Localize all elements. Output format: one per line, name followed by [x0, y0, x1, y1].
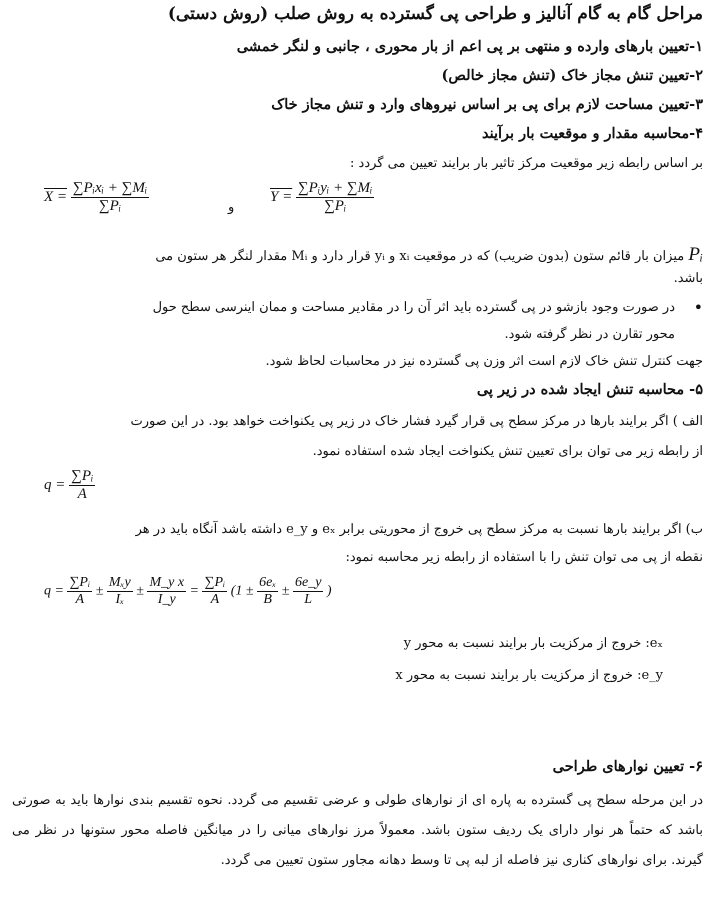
eq-y-bar — [270, 180, 374, 215]
eq3-term-3-den: I_y — [157, 592, 176, 607]
step-5-heading: ۵- محاسبه تنش ایجاد شده در زیر پی — [476, 381, 703, 398]
eq-eccentric-stress — [44, 575, 332, 608]
step-5a-line-1: الف ) اگر برایند بارها در مرکز سطح پی قرار گیرد فشار خاک در زیر پی یکنواخت خواهد بود. در این صورت — [130, 414, 703, 429]
eq-x-denominator: ∑Pᵢ — [98, 198, 122, 214]
eq3-term-2 — [107, 575, 133, 608]
eq3-term-5-den: B — [263, 592, 272, 607]
step-6-paragraph: در این مرحله سطح پی گسترده به پاره ای از نوارهای طولی و عرضی تقسیم می گردد. نحوه تقسیم بندی نوارها باید به صورتی باشد که حتماً هر نوار دارای یک ردیف ستون باشد. معمولاً مرز نوارهای میانی را در میانگین فاصله محور ستونها در نظر می گیرند. برای نوارهای کناری نیز فاصله از لبه پی تا وسط دهانه مجاور ستون تعیین می گردد. — [12, 793, 703, 868]
eq3-term-5 — [257, 575, 278, 608]
step-6-heading: ۶- تعیین نوارهای طراحی — [552, 758, 703, 775]
eq3-term-6-den: L — [304, 592, 313, 607]
eq-conjunction: و — [228, 200, 235, 215]
pi-symbol: Pᵢ — [688, 244, 703, 265]
eq2-numerator: ∑Pᵢ — [71, 468, 94, 484]
eq3-equals: = — [189, 583, 199, 599]
step-5a-line-2: از رابطه زیر می توان برای تعیین تنش یکنواخت ایجاد شده استفاده نمود. — [312, 444, 703, 459]
step-4: ۴-محاسبه مقدار و موقعیت بار برآیند — [482, 125, 703, 142]
eq2-lhs: q = — [44, 476, 66, 493]
eq-x-numerator: ∑Pᵢxᵢ + ∑Mᵢ — [72, 180, 148, 196]
eq3-term-4-den: A — [210, 592, 220, 607]
eq-uniform-stress — [44, 468, 95, 503]
eq3-term-2-den: Iₓ — [115, 592, 125, 607]
eq-x-lhs: X = — [44, 188, 68, 205]
step-5b-line-1: ب) اگر برایند بارها نسبت به مرکز سطح پی خروج از محوریتی برابر eₓ و e_y داشته باشد آنگاه باید در هر — [135, 522, 703, 537]
eq3-term-1-num: ∑Pᵢ — [69, 575, 91, 590]
eq3-term-3 — [147, 575, 186, 608]
step-1: ۱-تعیین بارهای وارده و منتهی بر پی اعم از بار محوری ، جانبی و لنگر خمشی — [236, 38, 703, 55]
eq3-plus-minus-2: ± — [136, 583, 144, 599]
eq3-term-6 — [293, 575, 323, 608]
definition-text: میزان بار قائم ستون (بدون ضریب) که در موقعیت xᵢ و yᵢ قرار دارد و Mᵢ مقدار لنگر هر ستون می — [155, 249, 685, 264]
eq-x-bar — [44, 180, 149, 215]
definition-line-1 — [12, 244, 703, 266]
eq-y-lhs: Y = — [270, 188, 293, 205]
step-5b-line-2: نقطه از پی می توان تنش را با استفاده از رابطه زیر محاسبه نمود: — [345, 550, 703, 565]
eq3-plus-minus-1: ± — [95, 583, 104, 599]
definition-line-2: باشد. — [673, 271, 703, 286]
note-line: جهت کنترل تنش خاک لازم است اثر وزن پی گسترده نیز در محاسبات لحاظ شود. — [265, 354, 703, 369]
step-4-intro: بر اساس رابطه زیر موقعیت مرکز تاثیر بار برایند تعیین می گردد : — [350, 156, 703, 171]
eq3-lhs: q = — [44, 583, 64, 599]
eq3-term-3-num: M_y x — [149, 575, 185, 590]
eq3-close-paren: ) — [326, 583, 332, 599]
eq-y-fraction — [296, 180, 374, 215]
ey-definition: e_y: خروج از مرکزیت بار برایند نسبت به محور x — [395, 668, 663, 683]
step-3: ۳-تعیین مساحت لازم برای پی بر اساس نیروهای وارد و تنش مجاز خاک — [271, 96, 703, 113]
eq3-term-6-num: 6e_y — [294, 575, 322, 590]
ex-definition: eₓ: خروج از مرکزیت بار برایند نسبت به محور y — [403, 636, 663, 651]
eq2-fraction — [69, 468, 95, 503]
eq2-denominator: A — [77, 486, 87, 502]
eq3-term-5-num: 6eₓ — [259, 575, 277, 590]
bullet-line-2: محور تقارن در نظر گرفته شود. — [504, 327, 675, 342]
eq3-term-2-num: Mₓy — [108, 575, 131, 590]
eq3-plus-minus-3: ± — [281, 583, 290, 599]
eq-x-fraction — [71, 180, 149, 215]
eq3-term-1 — [67, 575, 92, 608]
bullet-line-1: در صورت وجود بازشو در پی گسترده باید اثر آن را در مقادیر مساحت و ممان اینرسی سطح حول — [152, 300, 675, 315]
eq3-open-paren: (1 ± — [230, 583, 254, 599]
eq-y-denominator: ∑Pᵢ — [324, 198, 347, 214]
page-title: مراحل گام به گام آنالیز و طراحی پی گسترده به روش صلب (روش دستی) — [167, 4, 703, 24]
eq3-term-4-num: ∑Pᵢ — [204, 575, 226, 590]
eq-y-numerator: ∑Pᵢyᵢ + ∑Mᵢ — [297, 180, 373, 196]
step-2: ۲-تعیین تنش مجاز خاک (تنش مجاز خالص) — [441, 67, 703, 84]
bullet-dot: • — [693, 298, 703, 317]
eq3-term-1-den: A — [75, 592, 85, 607]
eq3-term-4 — [202, 575, 227, 608]
